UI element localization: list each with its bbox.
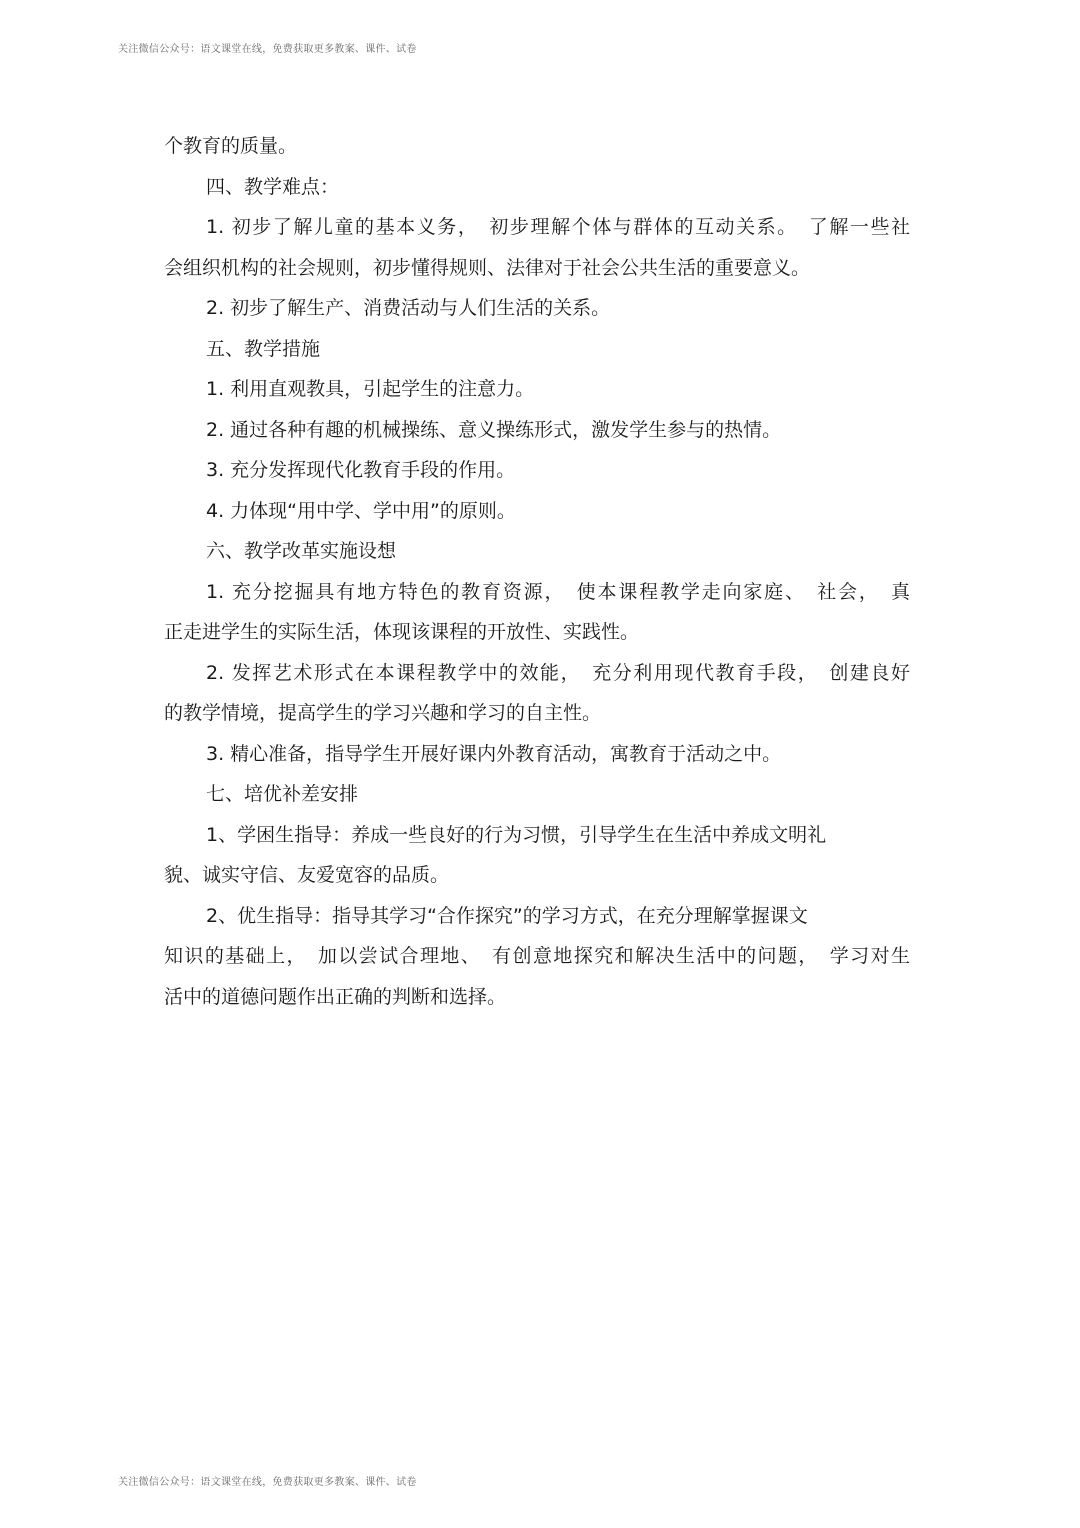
section-heading-reform: 六、教学改革实施设想 (206, 540, 397, 562)
paragraph-line: 个教育的质量。 (164, 135, 298, 157)
paragraph-line: 2. 发挥艺术形式在本课程教学中的效能， 充分利用现代教育手段， 创建良好 (206, 661, 910, 684)
paragraph-line: 活中的道德问题作出正确的判断和选择。 (164, 985, 507, 1008)
paragraph-line: 1. 初步了解儿童的基本义务， 初步理解个体与群体的互动关系。 了解一些社 (206, 216, 910, 238)
section-heading-measures: 五、教学措施 (206, 337, 321, 360)
paragraph-line: 2. 初步了解生产、消费活动与人们生活的关系。 (206, 297, 611, 319)
paragraph-line: 正走进学生的实际生活，体现该课程的开放性、实践性。 (164, 621, 640, 643)
document-body (164, 126, 914, 1017)
paragraph-line: 知识的基础上， 加以尝试合理地、 有创意地探究和解决生活中的问题， 学习对生 (164, 945, 910, 967)
footer-watermark: 关注微信公众号：语文课堂在线，免费获取更多教案、课件、试卷 (118, 1477, 417, 1488)
paragraph-line: 1. 充分挖掘具有地方特色的教育资源， 使本课程教学走向家庭、 社会， 真 (206, 580, 910, 603)
header-watermark: 关注微信公众号：语文课堂在线，免费获取更多教案、课件、试卷 (118, 44, 417, 55)
paragraph-line: 1. 利用直观教具，引起学生的注意力。 (206, 378, 535, 400)
paragraph-line: 2、优生指导：指导其学习“合作探究”的学习方式，在充分理解掌握课文 (206, 904, 808, 927)
paragraph-line: 3. 精心准备，指导学生开展好课内外教育活动，寓教育于活动之中。 (206, 742, 782, 765)
paragraph-line: 2. 通过各种有趣的机械操练、意义操练形式，激发学生参与的热情。 (206, 418, 782, 441)
paragraph-line: 会组织机构的社会规则，初步懂得规则、法律对于社会公共生活的重要意义。 (164, 256, 811, 279)
paragraph-line: 的教学情境，提高学生的学习兴趣和学习的自主性。 (164, 702, 602, 724)
section-heading-arrangement: 七、培优补差安排 (206, 783, 359, 805)
paragraph-line: 貌、诚实守信、友爱宽容的品质。 (164, 864, 450, 886)
paragraph-line: 1、学困生指导：养成一些良好的行为习惯，引导学生在生活中养成文明礼 (206, 823, 827, 846)
paragraph-line: 3. 充分发挥现代化教育手段的作用。 (206, 459, 516, 481)
section-heading-difficulties: 四、教学难点： (206, 175, 340, 198)
paragraph-line: 4. 力体现“用中学、学中用”的原则。 (206, 499, 516, 522)
